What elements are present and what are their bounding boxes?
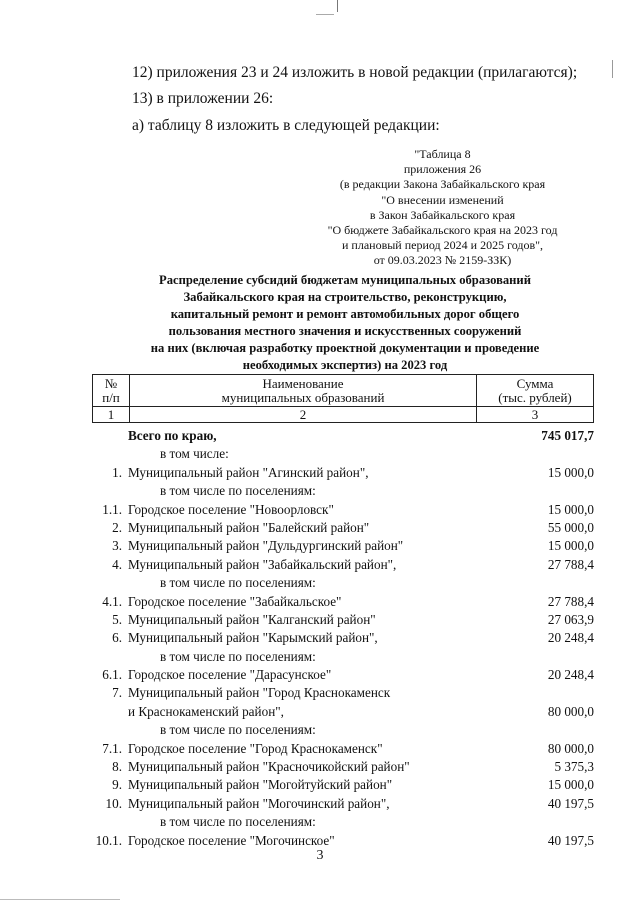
row-number: 1.1. <box>102 501 122 517</box>
row-number: 10.1. <box>95 832 122 848</box>
title-line: на них (включая разработку проектной документации и проведение <box>150 341 540 355</box>
row-name: Муниципальный район "Карымский район", <box>128 630 378 646</box>
header-sum <box>477 375 594 407</box>
header-sum-line1: Сумма <box>516 375 554 391</box>
table-row <box>92 611 594 629</box>
title-line: Распределение субсидий бюджетам муниципальных образований <box>159 273 531 287</box>
row-name: в том числе по поселениям: <box>160 483 316 499</box>
table-row <box>92 464 594 482</box>
column-number-1: 1 <box>93 407 130 423</box>
row-number: 5. <box>112 611 122 627</box>
row-number: 2. <box>112 519 122 535</box>
scan-artifact-top-dash <box>316 14 334 15</box>
header-num <box>93 375 130 407</box>
row-name: в том числе: <box>160 446 229 462</box>
row-number: 3. <box>112 538 122 554</box>
caption-line: (в редакции Закона Забайкальского края <box>339 177 546 192</box>
table-row <box>92 556 594 574</box>
scan-artifact-right <box>612 60 613 78</box>
row-sum: 27 063,9 <box>547 611 594 627</box>
table-row <box>92 684 594 702</box>
title-line: необходимых экспертиз) на 2023 год <box>242 358 448 372</box>
row-number: 6.1. <box>102 667 122 683</box>
table-row <box>92 776 594 794</box>
table-row <box>92 629 594 647</box>
row-number: 10. <box>105 795 122 811</box>
row-name: Городское поселение "Дарасунское" <box>128 667 332 683</box>
table-row <box>92 593 594 611</box>
row-number: 7. <box>112 685 122 701</box>
caption-line: "Таблица 8 <box>414 147 471 161</box>
row-sum: 15 000,0 <box>547 464 594 480</box>
row-name: Муниципальный район "Могочинский район", <box>128 795 390 811</box>
table-row <box>92 721 594 739</box>
row-sum: 40 197,5 <box>547 795 594 811</box>
row-sum: 15 000,0 <box>547 538 594 554</box>
row-name: в том числе по поселениям: <box>160 648 316 664</box>
row-number: 8. <box>112 759 122 775</box>
table-row <box>92 813 594 831</box>
row-name: Всего по краю, <box>128 428 217 443</box>
table-row <box>92 648 594 666</box>
row-name: Городское поселение "Забайкальское" <box>128 593 342 609</box>
row-name: Муниципальный район "Балейский район" <box>128 519 370 535</box>
table-row <box>92 703 594 721</box>
table-caption <box>300 147 585 269</box>
document-title <box>100 272 590 374</box>
table-row <box>92 519 594 537</box>
caption-line: в Закон Забайкальского края <box>369 207 516 222</box>
row-number: 4.1. <box>102 593 122 609</box>
row-name: в том числе по поселениям: <box>160 722 316 738</box>
paragraph-12: 12) приложения 23 и 24 изложить в новой редакции (прилагаются); <box>132 64 578 81</box>
row-number: 6. <box>112 630 122 646</box>
row-name: Муниципальный район "Могойтуйский район" <box>128 777 393 793</box>
caption-line: и плановый период 2024 и 2025 годов", <box>341 238 544 253</box>
title-line: капитальный ремонт и ремонт автомобильных дорог общего <box>170 307 520 321</box>
row-number: 9. <box>112 777 122 793</box>
page-number: 3 <box>316 848 324 863</box>
scan-artifact-top <box>337 0 338 12</box>
row-name: в том числе по поселениям: <box>160 575 316 591</box>
title-line: пользования местного значения и искусственных сооружений <box>168 324 522 338</box>
row-sum: 80 000,0 <box>547 740 594 756</box>
paragraph-a: а) таблицу 8 изложить в следующей редакции: <box>132 117 440 134</box>
row-name: Муниципальный район "Калганский район" <box>128 611 376 627</box>
row-name: и Краснокаменский район", <box>128 703 284 719</box>
row-sum: 27 788,4 <box>547 556 594 572</box>
row-sum: 15 000,0 <box>547 501 594 517</box>
table-row <box>92 795 594 813</box>
row-name: Городское поселение "Могочинское" <box>128 832 335 848</box>
table-row <box>92 427 594 445</box>
row-sum: 80 000,0 <box>547 703 594 719</box>
header-num-line1: № <box>104 375 118 391</box>
row-number: 4. <box>112 556 122 572</box>
table-row <box>92 758 594 776</box>
title-line: Забайкальского края на строительство, реконструкцию, <box>183 290 507 304</box>
row-name: Муниципальный район "Дульдургинский район" <box>128 538 404 554</box>
scan-artifact-bottom <box>0 899 120 900</box>
row-sum: 745 017,7 <box>541 428 594 443</box>
paragraph-13: 13) в приложении 26: <box>132 90 274 107</box>
row-sum: 5 375,3 <box>554 759 594 775</box>
row-name: Городское поселение "Новоорловск" <box>128 501 334 517</box>
row-sum: 55 000,0 <box>547 519 594 535</box>
table-row <box>92 666 594 684</box>
row-sum: 20 248,4 <box>547 667 594 683</box>
table-row <box>92 445 594 463</box>
table-row <box>92 537 594 555</box>
row-name: Муниципальный район "Агинский район", <box>128 464 369 480</box>
table-body <box>92 427 594 850</box>
header-name-line2: муниципальных образований <box>221 389 385 405</box>
column-number-2: 2 <box>130 407 477 423</box>
row-sum: 15 000,0 <box>547 777 594 793</box>
table-row <box>92 482 594 500</box>
header-name-line1: Наименование <box>262 375 344 391</box>
table-row <box>92 740 594 758</box>
row-name: Муниципальный район "Забайкальский район", <box>128 556 397 572</box>
caption-line: от 09.03.2023 № 2159-ЗЗК) <box>373 253 512 268</box>
row-number: 7.1. <box>102 740 122 756</box>
table-row <box>92 501 594 519</box>
header-num-line2: п/п <box>102 389 120 405</box>
header-sum-line2: (тыс. рублей) <box>498 389 572 405</box>
column-number-3: 3 <box>477 407 594 423</box>
row-name: Городское поселение "Город Краснокаменск" <box>128 740 383 756</box>
table-row <box>92 574 594 592</box>
row-sum: 40 197,5 <box>547 832 594 848</box>
header-name <box>130 375 477 407</box>
row-sum: 27 788,4 <box>547 593 594 609</box>
row-name: Муниципальный район "Город Краснокаменск <box>128 685 391 701</box>
row-name: Муниципальный район "Красночикойский район" <box>128 759 410 775</box>
row-name: в том числе по поселениям: <box>160 814 316 830</box>
table-header <box>92 374 594 423</box>
caption-line: приложения 26 <box>403 162 482 177</box>
row-sum: 20 248,4 <box>547 630 594 646</box>
caption-line: "О бюджете Забайкальского края на 2023 год <box>327 223 558 238</box>
caption-line: "О внесении изменений <box>381 192 504 207</box>
row-number: 1. <box>112 464 122 480</box>
